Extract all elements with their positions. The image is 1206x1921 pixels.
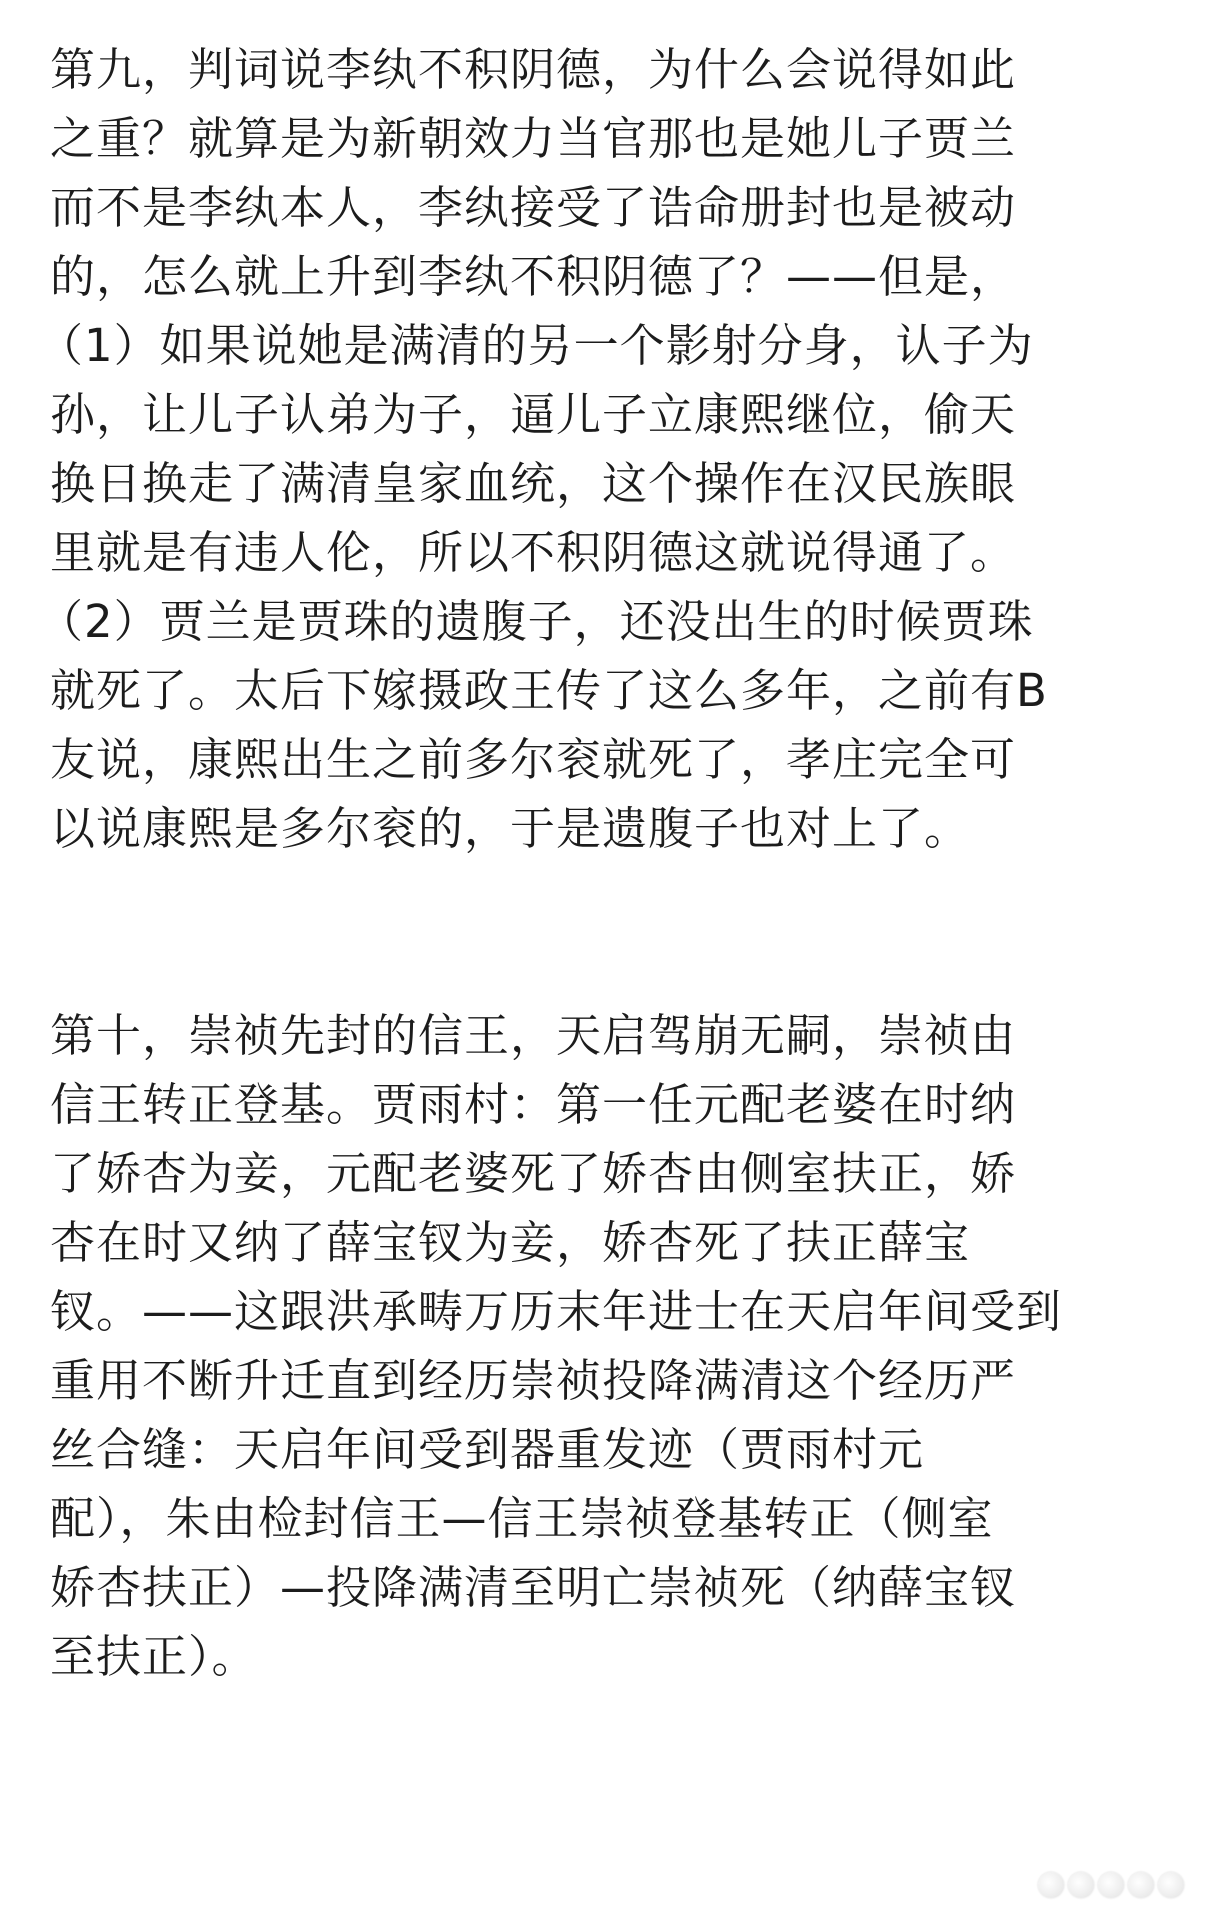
paragraph-10-line-6: 重用不断升迁直到经历崇祯投降满清这个经历严 <box>50 1354 1017 1407</box>
paragraph-10-line-10: 至扶正）。 <box>50 1630 258 1683</box>
paragraph-9-line-3: 而不是李纨本人，李纨接受了诰命册封也是被动 <box>50 181 1017 234</box>
paragraph-9-line-12: 以说康熙是多尔衮的，于是遗腹子也对上了。 <box>50 802 971 855</box>
paragraph-9-line-2: 之重？就算是为新朝效力当官那也是她儿子贾兰 <box>50 112 1017 165</box>
watermark-dot-icon <box>1128 1872 1154 1898</box>
paragraph-9-line-5: （1）如果说她是满清的另一个影射分身，认子为 <box>38 319 1034 372</box>
paragraph-9-line-1: 第九，判词说李纨不积阴德，为什么会说得如此 <box>50 43 1017 96</box>
paragraph-9-line-8: 里就是有违人伦，所以不积阴德这就说得通了。 <box>50 526 1017 579</box>
paragraph-10-line-5: 钗。——这跟洪承畴万历末年进士在天启年间受到 <box>50 1285 1063 1338</box>
paragraph-10-line-2: 信王转正登基。贾雨村：第一任元配老婆在时纳 <box>50 1078 1017 1131</box>
paragraph-9-line-6: 孙，让儿子认弟为子，逼儿子立康熙继位，偷天 <box>50 388 1017 441</box>
paragraph-9-line-4: 的，怎么就上升到李纨不积阴德了？——但是， <box>50 250 1017 303</box>
watermark-dots <box>1014 1871 1184 1899</box>
paragraph-10-line-7: 丝合缝：天启年间受到器重发迹（贾雨村元 <box>50 1423 925 1476</box>
paragraph-9-line-9: （2）贾兰是贾珠的遗腹子，还没出生的时候贾珠 <box>38 595 1034 648</box>
watermark-dot-icon <box>1098 1872 1124 1898</box>
watermark-dot-icon <box>1038 1872 1064 1898</box>
paragraph-9-line-10: 就死了。太后下嫁摄政王传了这么多年，之前有B <box>50 664 1048 717</box>
paragraph-10-line-9: 娇杏扶正）—投降满清至明亡崇祯死（纳薛宝钗 <box>50 1561 1017 1614</box>
paragraph-10-line-8: 配），朱由检封信王—信王崇祯登基转正（侧室 <box>50 1492 994 1545</box>
paragraph-9-line-7: 换日换走了满清皇家血统，这个操作在汉民族眼 <box>50 457 1017 510</box>
paragraph-10-line-1: 第十，崇祯先封的信王，天启驾崩无嗣，崇祯由 <box>50 1009 1017 1062</box>
paragraph-10-line-3: 了娇杏为妾，元配老婆死了娇杏由侧室扶正，娇 <box>50 1147 1017 1200</box>
paragraph-9-line-11: 友说，康熙出生之前多尔衮就死了，孝庄完全可 <box>50 733 1017 786</box>
paragraph-10-line-4: 杏在时又纳了薛宝钗为妾，娇杏死了扶正薛宝 <box>50 1216 971 1269</box>
watermark-dot-icon <box>1158 1872 1184 1898</box>
watermark-dot-icon <box>1068 1872 1094 1898</box>
